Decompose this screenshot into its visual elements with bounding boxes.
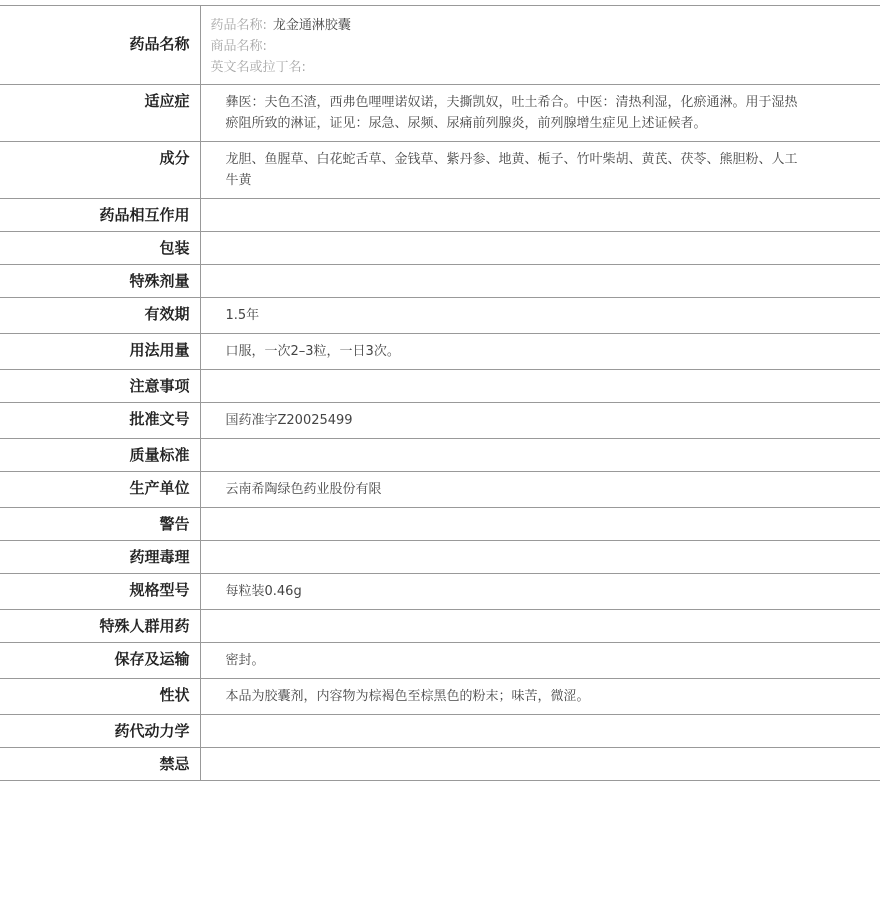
spec-value-cell [200,643,880,679]
generic-name-key: 药品名称: [210,18,267,33]
spec-row [0,439,880,472]
spec-label: 批准文号 [129,410,190,428]
spec-value [201,232,880,242]
spec-label: 有效期 [144,305,190,323]
spec-row [0,298,880,334]
spec-row [0,472,880,508]
spec-row [0,679,880,715]
spec-label-cell [0,439,200,472]
spec-row [0,508,880,541]
spec-value-cell [200,439,880,472]
spec-label: 药品相互作用 [99,206,190,224]
spec-value [201,508,880,518]
spec-label-cell [0,370,200,403]
spec-row [0,574,880,610]
spec-value-cell [200,298,880,334]
generic-name-line [211,15,871,36]
spec-label-cell [0,232,200,265]
spec-label-cell [0,403,200,439]
spec-label: 规格型号 [129,581,190,599]
spec-value-cell [200,541,880,574]
latin-name-key: 英文名或拉丁名: [210,60,306,75]
trade-name-line [211,36,871,57]
spec-label: 包装 [159,239,190,257]
spec-label: 药代动力学 [114,722,190,740]
spec-value-cell [200,610,880,643]
spec-value: 每粒装0.46g [225,584,302,599]
spec-label-cell [0,298,200,334]
spec-value: 龙胆、鱼腥草、白花蛇舌草、金钱草、紫丹参、地黄、栀子、竹叶柴胡、黄芪、茯苓、熊胆粉、人工牛黄 [225,152,798,188]
spec-row [0,370,880,403]
spec-label: 药品名称 [129,35,190,53]
spec-value [201,715,880,725]
spec-label: 禁忌 [159,755,190,773]
spec-label-cell [0,679,200,715]
spec-label-cell [0,715,200,748]
spec-label: 注意事项 [129,377,190,395]
spec-row [0,199,880,232]
spec-label: 适应症 [144,92,190,110]
spec-row-drug-name [0,6,880,85]
spec-row [0,265,880,298]
spec-label-cell [0,610,200,643]
spec-value-cell [200,403,880,439]
spec-label-cell [0,508,200,541]
spec-label: 用法用量 [129,341,190,359]
spec-label-cell [0,142,200,199]
spec-label: 特殊剂量 [129,272,190,290]
spec-label-cell [0,6,200,85]
spec-table-body [0,6,880,781]
spec-value-cell [200,715,880,748]
spec-value-cell [200,679,880,715]
spec-value: 本品为胶囊剂，内容物为棕褐色至棕黑色的粉末；味苦，微涩。 [225,689,590,704]
drug-name-block [201,6,880,84]
spec-value: 口服，一次2–3粒，一日3次。 [225,344,400,359]
spec-row [0,334,880,370]
spec-value-cell [200,85,880,142]
spec-label: 特殊人群用药 [99,617,190,635]
spec-row [0,142,880,199]
spec-value: 密封。 [225,653,265,668]
spec-value-cell [200,199,880,232]
spec-label-cell [0,472,200,508]
trade-name-key: 商品名称: [210,39,267,54]
spec-value-cell [200,370,880,403]
spec-label: 警告 [159,515,190,533]
spec-value-cell [200,334,880,370]
spec-value: 国药准字Z20025499 [225,413,353,428]
latin-name-line [211,57,871,78]
spec-label-cell [0,643,200,679]
spec-value-cell [200,232,880,265]
spec-value [201,541,880,551]
drug-spec-table [0,5,880,781]
spec-value [201,610,880,620]
spec-value [201,439,880,449]
spec-value: 彝医：夫色丕渣，西弗色哩哩诺奴诺，夫撕凯奴，吐土希合。中医：清热利湿，化瘀通淋。用于湿热瘀阻所致的淋证，证见：尿急、尿频、尿痛前列腺炎，前列腺增生症见上述证候者。 [225,95,798,131]
spec-label-cell [0,199,200,232]
spec-value-cell [200,6,880,85]
spec-row [0,715,880,748]
spec-value-cell [200,508,880,541]
spec-value [201,748,880,758]
spec-label: 药理毒理 [129,548,190,566]
spec-value: 云南希陶绿色药业股份有限 [225,482,382,497]
spec-row [0,643,880,679]
spec-label: 性状 [159,686,190,704]
spec-label-cell [0,748,200,781]
spec-row [0,610,880,643]
spec-value [201,265,880,275]
spec-value-cell [200,748,880,781]
spec-value-cell [200,574,880,610]
spec-label-cell [0,574,200,610]
spec-label: 保存及运输 [114,650,190,668]
spec-label-cell [0,334,200,370]
spec-row [0,541,880,574]
spec-label-cell [0,541,200,574]
spec-label-cell [0,265,200,298]
spec-value: 1.5年 [225,308,260,323]
spec-row [0,232,880,265]
spec-label: 成分 [159,149,190,167]
spec-value-cell [200,142,880,199]
spec-label: 质量标准 [129,446,190,464]
spec-label-cell [0,85,200,142]
spec-value-cell [200,472,880,508]
spec-value-cell [200,265,880,298]
spec-row [0,748,880,781]
spec-row [0,403,880,439]
spec-label: 生产单位 [129,479,190,497]
spec-row [0,85,880,142]
generic-name-value: 龙金通淋胶囊 [272,18,351,33]
spec-value [201,370,880,380]
spec-value [201,199,880,209]
